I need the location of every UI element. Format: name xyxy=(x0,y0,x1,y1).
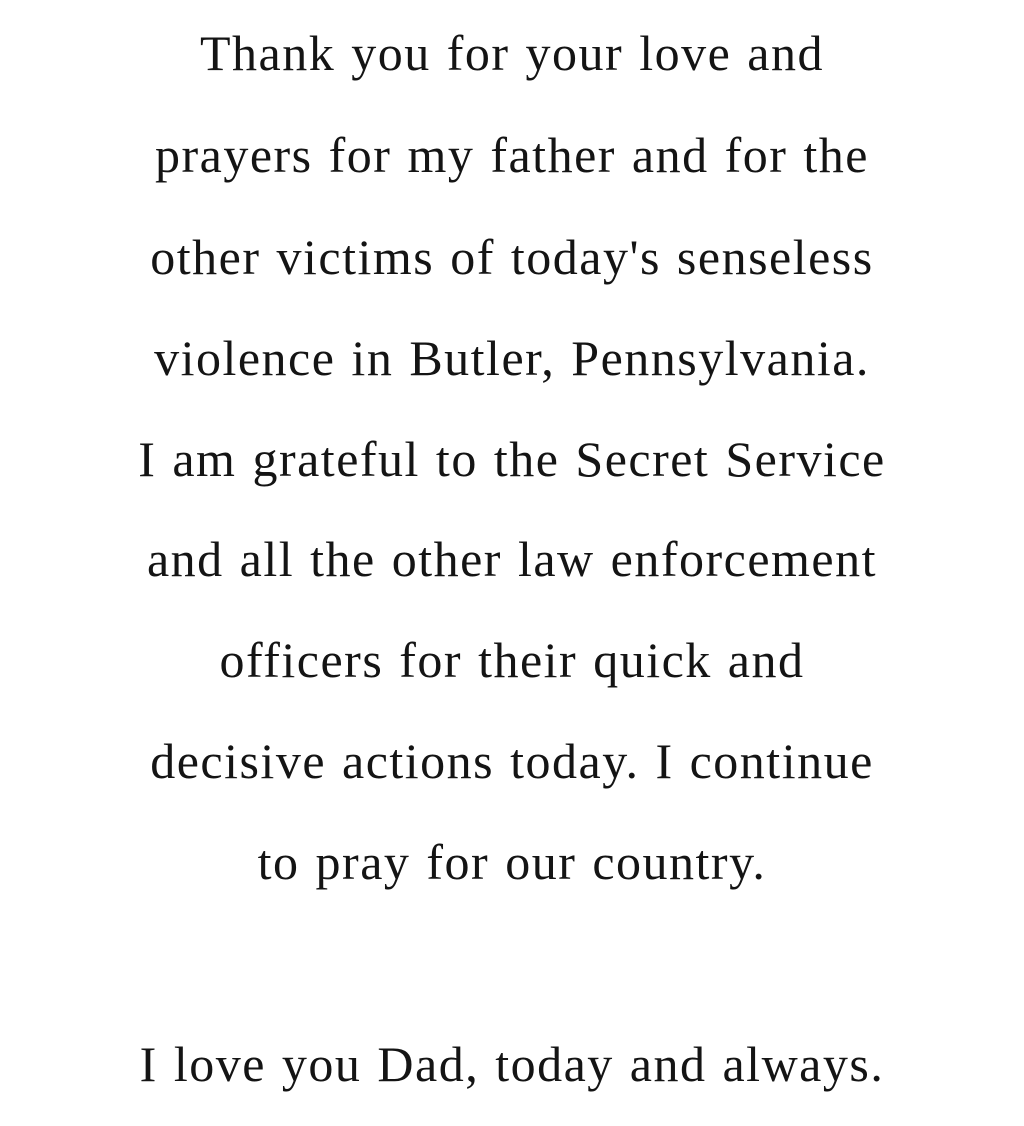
statement-line: decisive actions today. I continue xyxy=(150,733,874,789)
statement-line: Thank you for your love and xyxy=(200,25,824,81)
statement-line: other victims of today's senseless xyxy=(150,229,874,285)
statement-line: officers for their quick and xyxy=(219,632,805,688)
statement-line: violence in Butler, Pennsylvania. xyxy=(154,330,870,386)
closing-line: I love you Dad, today and always. xyxy=(139,1036,885,1092)
statement-line: to pray for our country. xyxy=(257,834,767,890)
statement-line: prayers for my father and for the xyxy=(155,127,869,183)
statement-line: and all the other law enforcement xyxy=(146,531,878,587)
statement-line: I am grateful to the Secret Service xyxy=(138,431,886,487)
